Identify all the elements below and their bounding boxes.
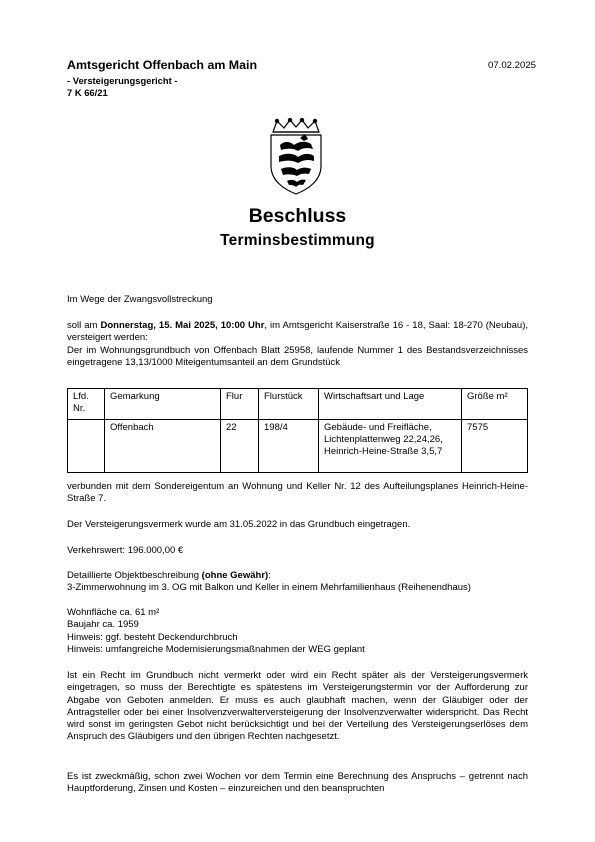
cell-groesse: 7575 <box>462 419 528 472</box>
objekt-description: 3-Zimmerwohnung im 3. OG mit Balkon und Keller in einem Mehrfamilienhaus (Reihenendhaus) <box>67 582 471 593</box>
document-subtitle: Terminsbestimmung <box>220 232 375 249</box>
objekt-heading <box>67 570 528 582</box>
hessen-coat-of-arms-icon <box>267 118 325 196</box>
col-wirtschaftsart: Wirtschaftsart und Lage <box>319 389 462 420</box>
objekt-hinweis-2: Hinweis: umfangreiche Modernisierungsmaßnahmen der WEG geplant <box>67 644 365 655</box>
objekt-hinweis-1: Hinweis: ggf. besteht Deckendurchbruch <box>67 632 238 643</box>
col-flurstueck: Flurstück <box>259 389 319 420</box>
table-header-row <box>68 389 528 420</box>
cell-wirtschaftsart: Gebäude- und Freifläche, Lichtenplattenweg 22,24,26, Heinrich-Heine-Straße 3,5,7 <box>319 419 462 472</box>
cell-gemarkung: Offenbach <box>105 419 221 472</box>
case-number: 7 K 66/21 <box>67 87 108 98</box>
cell-lfd-nr <box>68 419 105 472</box>
versteigerungsvermerk-text: Der Versteigerungsvermerk wurde am 31.05.2022 in das Grundbuch eingetragen. <box>67 519 411 530</box>
sondereigentum-text: verbunden mit dem Sondereigentum an Wohnung und Keller Nr. 12 des Aufteilungsplanes Heinrich-Heine-Straße 7. <box>67 481 528 505</box>
intro-text: Im Wege der Zwangsvollstreckung <box>67 294 213 305</box>
col-flur: Flur <box>221 389 259 420</box>
objekt-heading-colon: : <box>268 570 271 581</box>
property-description: Der im Wohnungsgrundbuch von Offenbach Blatt 25958, laufende Nummer 1 des Bestandsverzeichnisses eingetragene 13,13/1000 Miteigentumsanteil an dem Grundstück <box>67 345 528 369</box>
objekt-heading-disclaimer: (ohne Gewähr) <box>201 570 269 581</box>
table-row <box>68 419 528 472</box>
objekt-baujahr: Baujahr ca. 1959 <box>67 619 139 630</box>
document-title: Beschluss <box>248 205 347 227</box>
col-lfd-nr: Lfd. Nr. <box>68 389 105 420</box>
appointment-datetime: Donnerstag, 15. Mai 2025, 10:00 Uhr <box>100 320 265 331</box>
document-date: 07.02.2025 <box>488 60 537 71</box>
court-division: - Versteigerungsgericht - <box>67 75 178 86</box>
appointment-prefix: soll am <box>67 320 98 331</box>
verkehrswert-text: Verkehrswert: 196.000,00 € <box>67 545 184 556</box>
berechnung-paragraph: Es ist zweckmäßig, schon zwei Wochen vor dem Termin eine Berechnung des Anspruchs – getrennt nach Hauptforderung, Zinsen und Kosten – einzureichen und den beanspruchten <box>67 771 528 795</box>
appointment-text <box>67 320 528 345</box>
objekt-wohnflaeche: Wohnfläche ca. 61 m² <box>67 607 160 618</box>
col-gemarkung: Gemarkung <box>105 389 221 420</box>
cell-flurstueck: 198/4 <box>259 419 319 472</box>
property-table <box>67 388 528 473</box>
court-name: Amtsgericht Offenbach am Main <box>67 58 258 72</box>
rechte-paragraph: Ist ein Recht im Grundbuch nicht vermerkt oder wird ein Recht später als der Versteigerungsvermerk eingetragen, so muss der Berechtigte es spätestens im Versteigerungstermin vor der Aufforderung zur Abgabe von Geboten anmelden. Er muss es auch glaubhaft machen, wenn der Gläubiger oder der Antragsteller oder bei einer Insolvenzverwalterversteigerung der Insolvenzverwalter widerspricht. Das Recht wird sonst im geringsten Gebot nicht berücksichtigt und bei der Verteilung des Versteigerungserlöses dem Anspruch des Gläubigers und den übrigen Rechten nachgesetzt. <box>67 670 528 743</box>
appointment-location: , im Amtsgericht Kaiserstraße 16 - 18, Saal: 18-270 (Neubau), versteigert werden: <box>67 320 529 344</box>
cell-flur: 22 <box>221 419 259 472</box>
objekt-heading-label: Detaillierte Objektbeschreibung <box>67 570 200 581</box>
col-groesse: Größe m² <box>462 389 528 420</box>
